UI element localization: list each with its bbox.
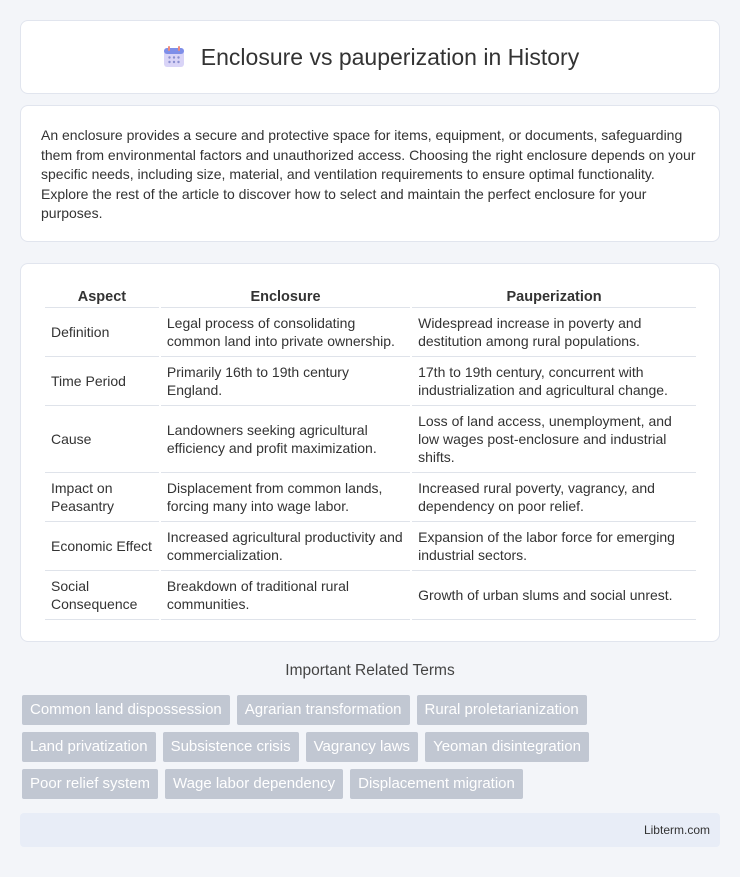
- footer-site-link[interactable]: Libterm.com: [643, 823, 710, 837]
- table-header-row: [45, 284, 696, 308]
- cell-aspect: Economic Effect: [45, 522, 159, 571]
- table-row: [45, 406, 696, 473]
- term-tag[interactable]: Yeoman disintegration: [425, 732, 589, 762]
- table-row: [45, 473, 696, 522]
- cell-pauperization: Growth of urban slums and social unrest.: [412, 571, 696, 620]
- term-tag[interactable]: Poor relief system: [22, 769, 158, 799]
- cell-pauperization: Loss of land access, unemployment, and low wages post-enclosure and industrial shifts.: [412, 406, 696, 473]
- page-title: Enclosure vs pauperization in History: [200, 43, 580, 70]
- cell-enclosure: Breakdown of traditional rural communities.: [161, 571, 410, 620]
- term-tag[interactable]: Land privatization: [22, 732, 156, 762]
- intro-paragraph: An enclosure provides a secure and protective space for items, equipment, or documents, safeguarding them from environmental factors and unauthorized access. Choosing the right enclosure depends on your specific needs, including size, material, and ventilation requirements to ensure optimal functionality. Explore the rest of the article to discover how to select and maintain the perfect enclosure for your purposes.: [41, 127, 696, 221]
- cell-enclosure: Primarily 16th to 19th century England.: [161, 357, 410, 406]
- term-tag[interactable]: Wage labor dependency: [165, 769, 343, 799]
- cell-enclosure: Landowners seeking agricultural efficiency and profit maximization.: [161, 406, 410, 473]
- term-tag[interactable]: Displacement migration: [350, 769, 523, 799]
- related-terms-list: [22, 695, 722, 799]
- term-tag[interactable]: Subsistence crisis: [163, 732, 299, 762]
- table-row: [45, 357, 696, 406]
- term-tag[interactable]: Agrarian transformation: [237, 695, 410, 725]
- cell-aspect: Time Period: [45, 357, 159, 406]
- header-aspect: Aspect: [45, 284, 159, 308]
- cell-aspect: Definition: [45, 308, 159, 357]
- cell-aspect: Social Consequence: [45, 571, 159, 620]
- header-pauperization: Pauperization: [412, 284, 696, 308]
- related-terms-title: Important Related Terms: [285, 662, 455, 679]
- cell-pauperization: 17th to 19th century, concurrent with industrialization and agricultural change.: [412, 357, 696, 406]
- calendar-icon: [161, 44, 187, 70]
- header-enclosure: Enclosure: [161, 284, 410, 308]
- cell-enclosure: Displacement from common lands, forcing many into wage labor.: [161, 473, 410, 522]
- cell-pauperization: Widespread increase in poverty and destitution among rural populations.: [412, 308, 696, 357]
- comparison-table: [43, 284, 698, 620]
- intro-card: [20, 105, 720, 242]
- table-row: [45, 308, 696, 357]
- term-tag[interactable]: Common land dispossession: [22, 695, 230, 725]
- cell-enclosure: Increased agricultural productivity and commercialization.: [161, 522, 410, 571]
- table-row: [45, 571, 696, 620]
- term-tag[interactable]: Vagrancy laws: [306, 732, 418, 762]
- cell-aspect: Cause: [45, 406, 159, 473]
- table-row: [45, 522, 696, 571]
- cell-pauperization: Expansion of the labor force for emerging industrial sectors.: [412, 522, 696, 571]
- cell-aspect: Impact on Peasantry: [45, 473, 159, 522]
- header-card: [20, 20, 720, 94]
- cell-pauperization: Increased rural poverty, vagrancy, and dependency on poor relief.: [412, 473, 696, 522]
- comparison-table-card: [20, 263, 720, 642]
- cell-enclosure: Legal process of consolidating common land into private ownership.: [161, 308, 410, 357]
- footer: [20, 813, 720, 847]
- term-tag[interactable]: Rural proletarianization: [417, 695, 587, 725]
